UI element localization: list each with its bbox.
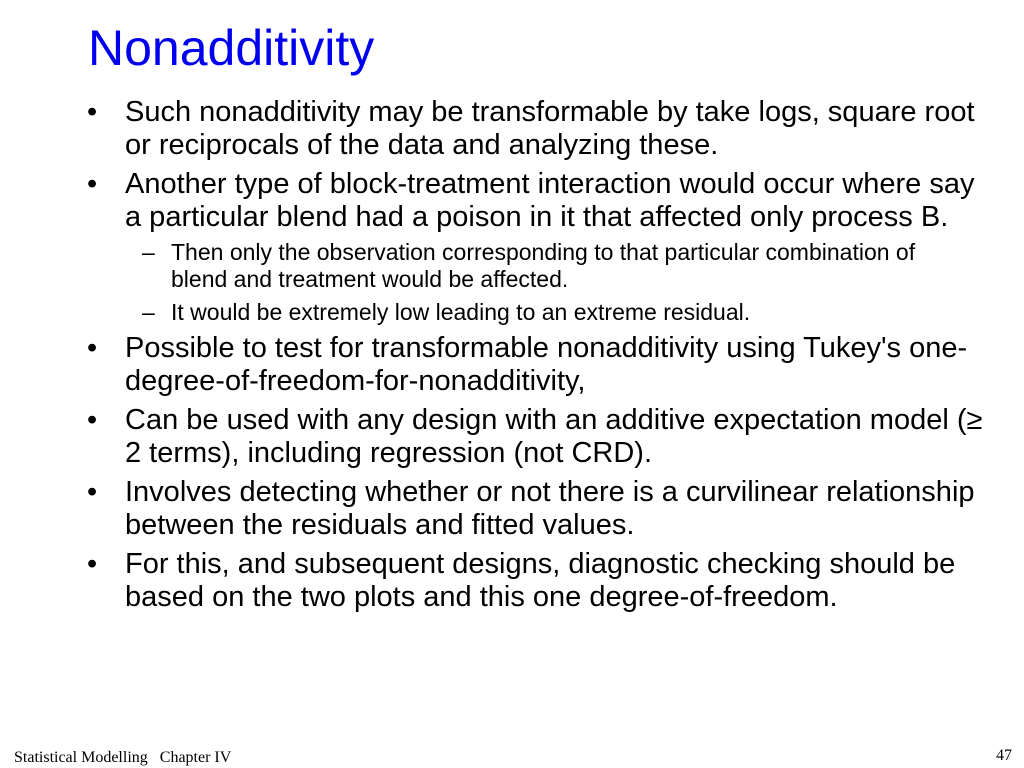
bullet-marker: • <box>87 404 98 436</box>
page-number: 47 <box>996 747 1012 764</box>
bullet-text: Can be used with any design with an additive expectation model (≥ 2 terms), including regression (not CRD). <box>125 404 983 469</box>
bullet-list <box>0 96 1024 620</box>
bullet-item <box>0 96 1024 162</box>
bullet-text: Possible to test for transformable nonadditivity using Tukey's one-degree-of-freedom-for-nonadditivity, <box>125 332 968 397</box>
bullet-text: Involves detecting whether or not there is a curvilinear relationship between the residuals and fitted values. <box>125 476 975 541</box>
bullet-marker: • <box>87 168 98 200</box>
sub-bullet-item <box>0 299 996 326</box>
sub-bullet-item <box>0 239 996 293</box>
sub-bullet-list <box>125 239 996 326</box>
sub-bullet-text: It would be extremely low leading to an extreme residual. <box>171 299 751 325</box>
footer-course: Statistical Modelling <box>14 749 148 766</box>
bullet-text: Such nonadditivity may be transformable by take logs, square root or reciprocals of the data and analyzing these. <box>125 96 975 161</box>
bullet-marker: • <box>87 96 98 128</box>
footer-course-label <box>14 749 231 767</box>
bullet-item <box>0 548 1024 614</box>
bullet-item <box>0 476 1024 542</box>
bullet-marker: • <box>87 476 98 508</box>
bullet-text: For this, and subsequent designs, diagnostic checking should be based on the two plots and this one degree-of-freedom. <box>125 548 956 613</box>
sub-bullet-text: Then only the observation corresponding to that particular combination of blend and treatment would be affected. <box>171 239 916 292</box>
bullet-marker: • <box>87 548 98 580</box>
dash-marker: – <box>142 299 155 325</box>
slide-title: Nonadditivity <box>88 20 375 76</box>
dash-marker: – <box>142 239 155 265</box>
footer-chapter: Chapter IV <box>159 749 232 766</box>
bullet-text: Another type of block-treatment interaction would occur where say a particular blend had a poison in it that affected only process B. <box>125 168 975 233</box>
bullet-item <box>0 332 1024 398</box>
bullet-item <box>0 404 1024 470</box>
bullet-marker: • <box>87 332 98 364</box>
bullet-item <box>0 168 1024 326</box>
